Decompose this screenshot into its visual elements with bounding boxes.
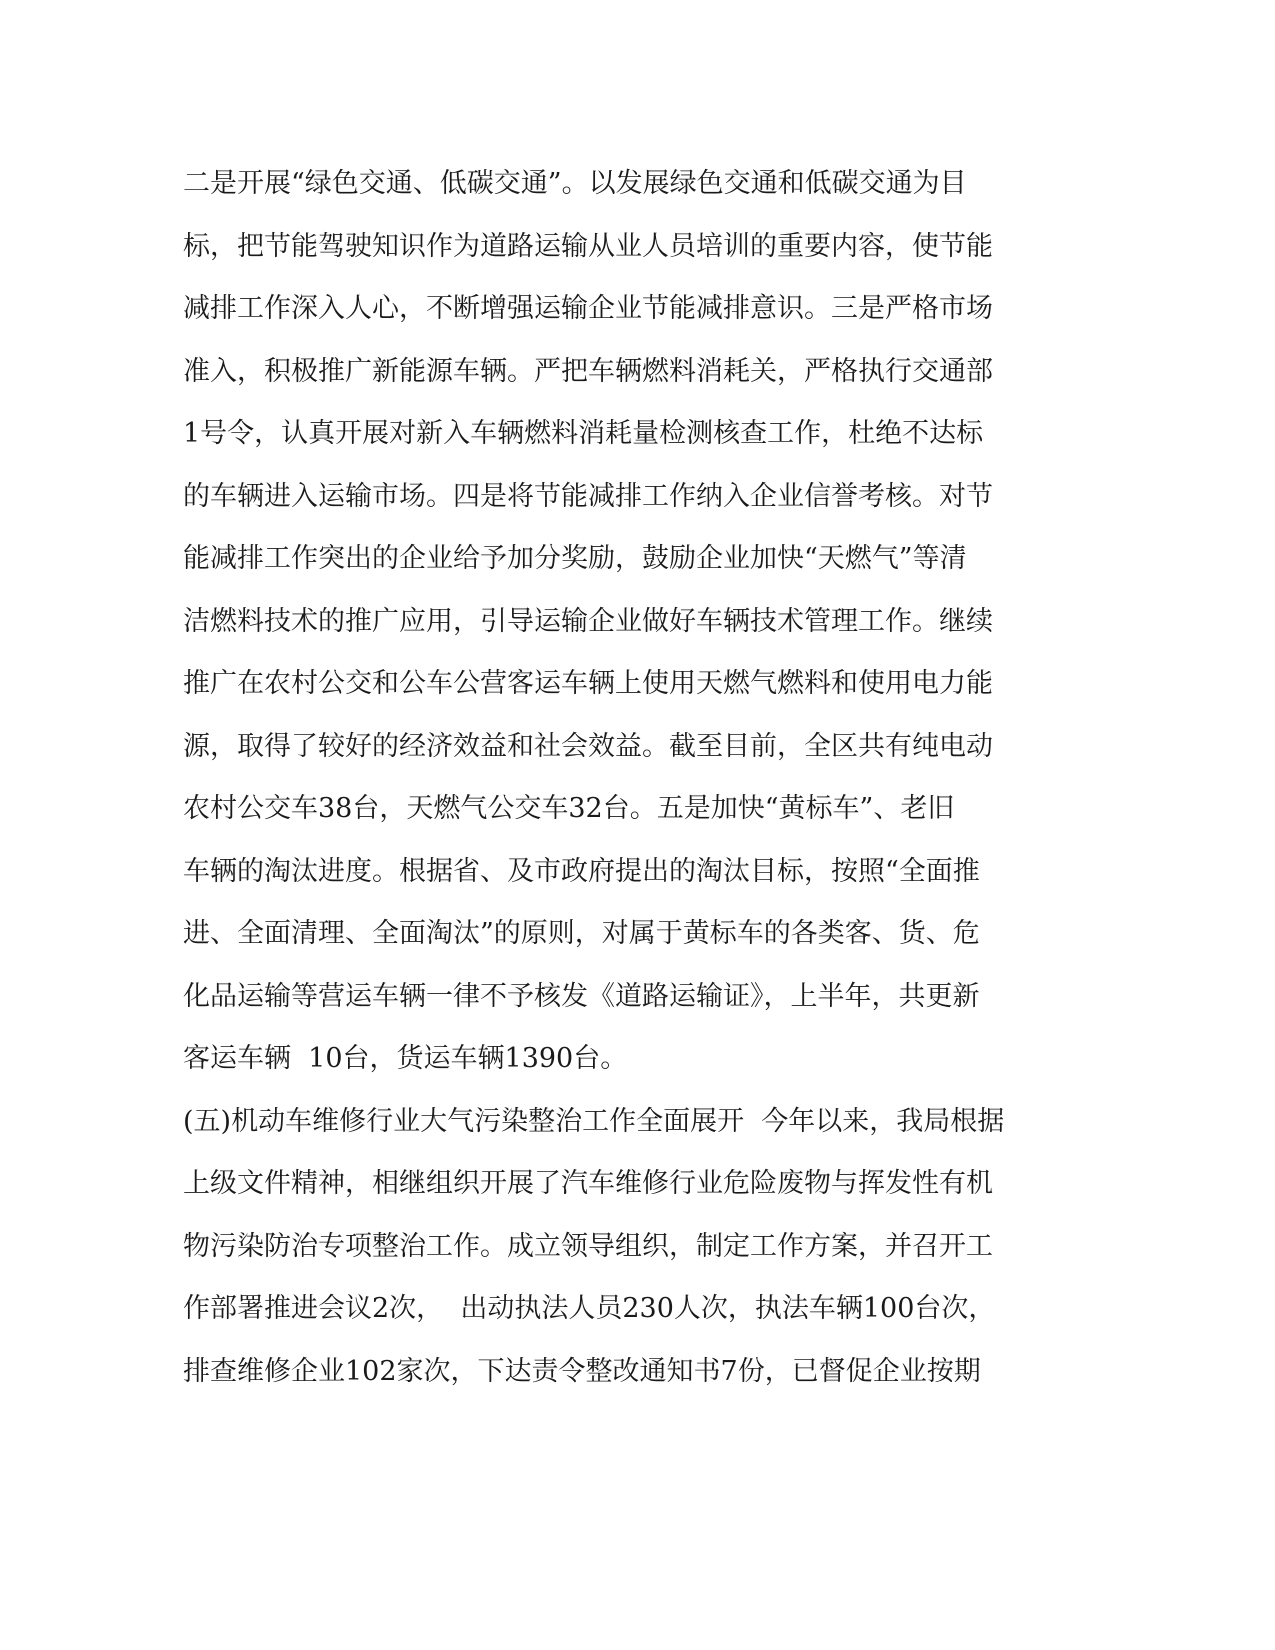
text-line: 物污染防治专项整治工作。成立领导组织，制定工作方案，并召开工 <box>183 1230 993 1262</box>
section-heading-line: (五)机动车维修行业大气污染整治工作全面展开 今年以来，我局根据 <box>183 1105 1005 1137</box>
text-line: 上级文件精神，相继组织开展了汽车维修行业危险废物与挥发性有机 <box>183 1168 993 1199</box>
text-line: 二是开展“绿色交通、低碳交通”。以发展绿色交通和低碳交通为目 <box>183 168 967 199</box>
text-line: 进、全面清理、全面淘汰”的原则，对属于黄标车的各类客、货、危 <box>183 918 980 949</box>
text-line: 作部署推进会议2次， 出动执法人员230人次，执法车辆100台次， <box>183 1293 996 1324</box>
text-line: 化品运输等营运车辆一律不予核发《道路运输证》，上半年，共更新 <box>183 980 980 1012</box>
text-line: 能减排工作突出的企业给予加分奖励，鼓励企业加快“天燃气”等清 <box>183 543 967 574</box>
text-line: 源，取得了较好的经济效益和社会效益。截至目前，全区共有纯电动 <box>183 730 993 762</box>
text-line: 1号令，认真开展对新入车辆燃料消耗量检测核查工作，杜绝不达标 <box>183 418 984 449</box>
text-line: 车辆的淘汰进度。根据省、及市政府提出的淘汰目标，按照“全面推 <box>183 855 980 887</box>
text-line: 客运车辆 10台，货运车辆1390台。 <box>183 1043 628 1074</box>
text-line: 减排工作深入人心，不断增强运输企业节能减排意识。三是严格市场 <box>183 293 993 324</box>
text-line: 标，把节能驾驶知识作为道路运输从业人员培训的重要内容，使节能 <box>183 230 993 262</box>
text-line: 推广在农村公交和公车公营客运车辆上使用天燃气燃料和使用电力能 <box>183 668 993 699</box>
text-line: 洁燃料技术的推广应用，引导运输企业做好车辆技术管理工作。继续 <box>183 605 993 637</box>
text-line: 排查维修企业102家次，下达责令整改通知书7份，已督促企业按期 <box>183 1355 981 1387</box>
text-line: 的车辆进入运输市场。四是将节能减排工作纳入企业信誉考核。对节 <box>183 480 993 512</box>
text-line: 农村公交车38台，天燃气公交车32台。五是加快“黄标车”、老旧 <box>183 793 955 824</box>
body-text <box>183 162 1063 1412</box>
text-line: 准入，积极推广新能源车辆。严把车辆燃料消耗关，严格执行交通部 <box>183 355 993 387</box>
